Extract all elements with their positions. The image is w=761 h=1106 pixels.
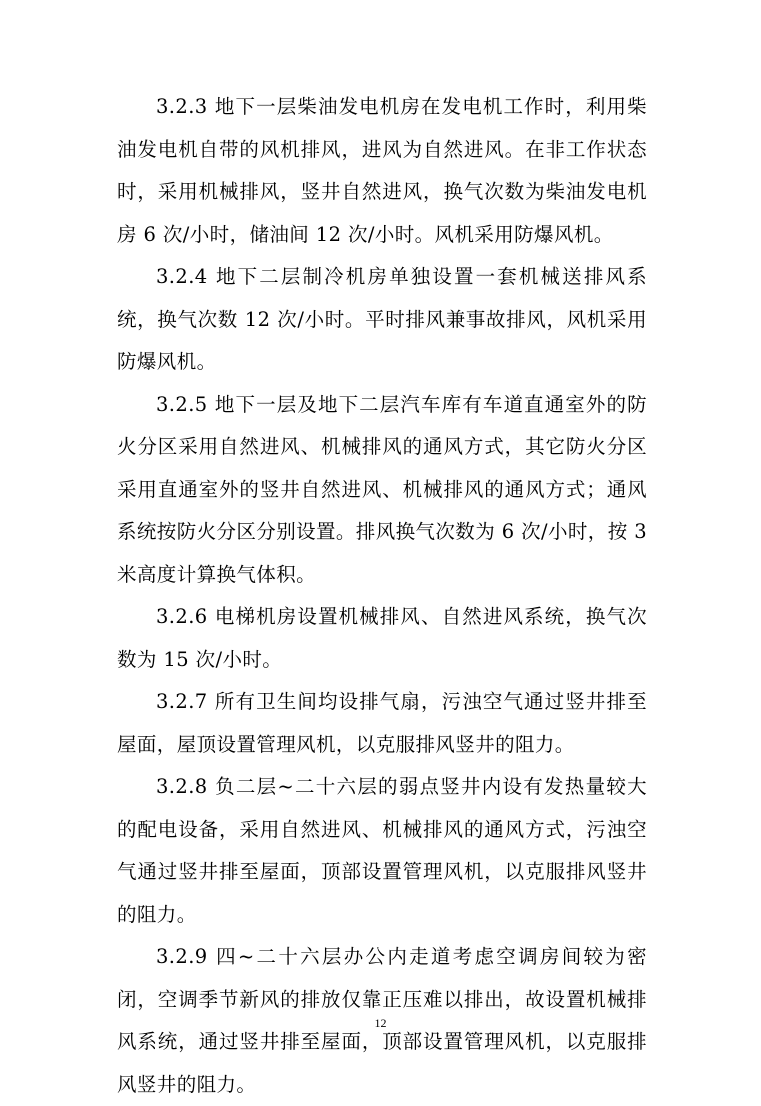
paragraph-3-2-5: 3.2.5 地下一层及地下二层汽车库有车道直通室外的防火分区采用自然进风、机械排风的通风方式，其它防火分区采用直通室外的竖井自然进风、机械排风的通风方式；通风系统按防火分区分别设置。排风换气次数为 6 次/小时，按 3 米高度计算换气体积。 bbox=[117, 392, 647, 586]
paragraph-3-2-9: 3.2.9 四~二十六层办公内走道考虑空调房间较为密闭，空调季节新风的排放仅靠正压难以排出，故设置机械排风系统，通过竖井排至屋面，顶部设置管理风机，以克服排风竖井的阻力。 bbox=[117, 945, 647, 1096]
paragraph-3-2-8: 3.2.8 负二层~二十六层的弱点竖井内设有发热量较大的配电设备，采用自然进风、机械排风的通风方式，污浊空气通过竖井排至屋面，顶部设置管理风机，以克服排风竖井的阻力。 bbox=[117, 775, 647, 926]
document-body bbox=[117, 86, 647, 1106]
paragraph-3-2-7: 3.2.7 所有卫生间均设排气扇，污浊空气通过竖井排至屋面，屋顶设置管理风机，以克服排风竖井的阻力。 bbox=[117, 690, 647, 756]
paragraph-3-2-3: 3.2.3 地下一层柴油发电机房在发电机工作时，利用柴油发电机自带的风机排风，进风为自然进风。在非工作状态时，采用机械排风，竖井自然进风，换气次数为柴油发电机房 6 次/小时，储油间 12 次/小时。风机采用防爆风机。 bbox=[117, 95, 647, 246]
paragraph-3-2-6: 3.2.6 电梯机房设置机械排风、自然进风系统，换气次数为 15 次/小时。 bbox=[117, 605, 647, 671]
paragraph-3-2-4: 3.2.4 地下二层制冷机房单独设置一套机械送排风系统，换气次数 12 次/小时。平时排风兼事故排风，风机采用防爆风机。 bbox=[117, 265, 647, 373]
page-number: 12 bbox=[374, 1016, 387, 1030]
